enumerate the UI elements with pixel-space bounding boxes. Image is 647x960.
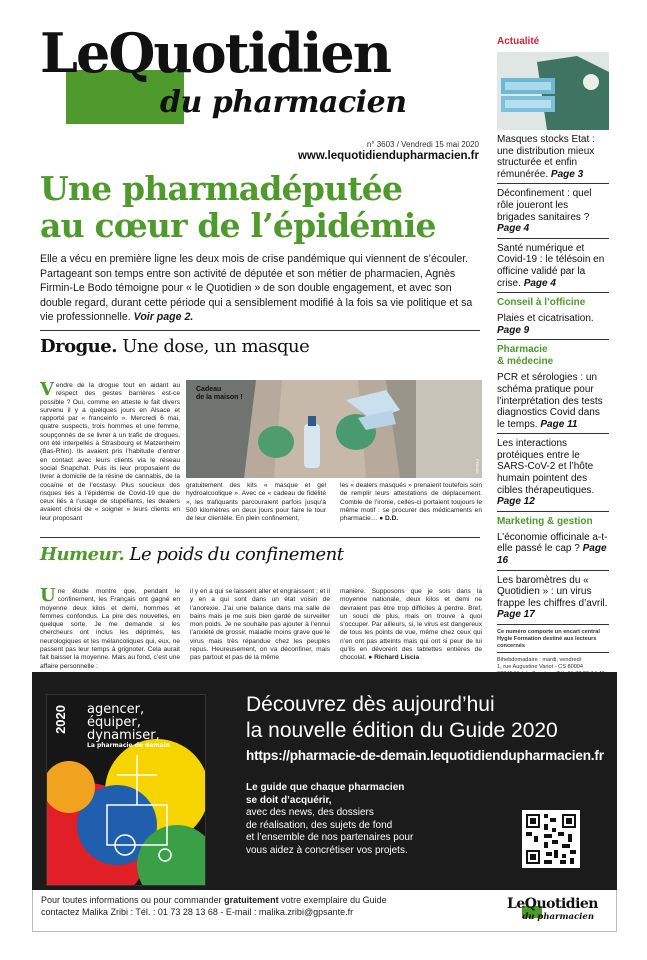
ad-body-line3: et l’ensemble de nos partenaires pour xyxy=(246,832,414,844)
humeur-col3-text: manière. Supposons que je sois dans la moyenne nationale, deux kilos et demi ne devraient pas être trop difficiles à perdre. Bref, un souci de plus, mais on trouve à quoi s’occuper. Par ailleurs, si, le virus est dangereux de tous les points de vue, même chez ceux qui n’en ont pas atteints mais qui ont si peur de lui qu’ils en dévorent des tablettes entières de chocolat. xyxy=(340,588,482,662)
sidebar-item-page: Page 4 xyxy=(497,223,530,235)
sidebar-item[interactable] xyxy=(497,575,609,621)
sidebar-divider xyxy=(497,570,609,571)
guide-cover-line1: agencer, xyxy=(87,702,145,717)
humeur-heading-rest: Le poids du confinement xyxy=(124,544,344,565)
sidebar-divider xyxy=(497,238,609,239)
guide-cover-text xyxy=(87,703,170,750)
humeur-heading xyxy=(40,544,344,565)
sidebar-item-text: PCR et sérologies : un schéma pratique pour l’interprétation des tests diagnostics Covid dans le temps. xyxy=(497,372,603,430)
drogue-col1-text: endre de la drogue tout en aidant au respect des gestes barrières est-ce possible ? Oui, comme en atteste le fait divers survenu il y a quelques jours en Alsace et rapporté par « franceinfo ». Mercredi 6 mai, quatre suspects, trois hommes et une femme, soupçonnés de se livrer à un trafic de drogues, ont été interpellés à Strasbourg et Matzenheim (Bas-Rhin). Ils avaient pris l’habitude d’entrer en contact avec leurs clients via le réseau social Snapchat. Puis ils leur proposaient de livrer à domicile de la résine de cannabis, de la cocaïne et de l’ecstasy. Plus soucieux des risques liés à l’épidémie de Covid-19 que de ceux liés à l’usage de stupéfiants, les dealers avaient choisi de « soigner » leurs clients en leur proposant xyxy=(40,382,180,522)
guide-cover-subtitle: La pharmacie de demain xyxy=(87,742,171,749)
section-divider xyxy=(40,537,480,538)
ad-footer-line1 xyxy=(41,894,481,906)
sidebar-item[interactable] xyxy=(497,438,609,508)
photo-caption xyxy=(196,386,243,402)
footer-logo-subtitle: du pharmacien xyxy=(522,912,594,922)
sidebar-item-text: Plaies et cicatrisation. xyxy=(497,313,594,325)
ad-headline-line1: Découvrez dès aujourd’hui xyxy=(246,693,495,716)
lead-headline xyxy=(40,170,480,244)
humeur-heading-green: Humeur. xyxy=(40,544,125,565)
drogue-heading xyxy=(40,336,309,357)
lead-headline-line2: au cœur de l’épidémie xyxy=(40,206,436,245)
sidebar-item-page: Page 16 xyxy=(497,543,607,567)
ad-body-bold-1: Le guide que chaque pharmacien xyxy=(246,782,405,793)
ad-body-line1: avec des news, des dossiers xyxy=(246,807,374,819)
drogue-byline: ● D.D. xyxy=(379,515,399,523)
rubric-actualite: Actualité xyxy=(497,36,540,47)
sidebar-item-page: Page 11 xyxy=(540,418,578,430)
masthead-logo xyxy=(36,22,486,142)
drogue-column-2: gratuitement des kits « masque et gel hydroalcoolique ». Avec ce « cadeau de fidélité », les trafiquants parcouraient parfois jusqu’à 500 kilomètres en deux jours pour faire le tour de leur clientèle. En plein confinement, xyxy=(186,482,326,523)
ad-body xyxy=(246,782,486,858)
ad-footer-contact[interactable]: contactez Malika Zribi : Tél. : 01 73 28 13 68 - E-mail : malika.zribi@gpsante.fr xyxy=(41,907,354,917)
lead-summary xyxy=(40,252,480,325)
logo-title: LeQuotidien xyxy=(40,21,390,85)
ad-footer-part1: Pour toutes informations ou pour commander xyxy=(41,895,225,905)
frequency-info: Bihebdomadaire : mardi, vendredi xyxy=(497,657,581,664)
photo-credit: PHANIE xyxy=(475,459,480,474)
sidebar-item[interactable] xyxy=(497,313,609,336)
issue-date: n° 3603 / Vendredi 15 mai 2020 xyxy=(366,140,479,149)
lead-summary-text: Elle a vécu en première ligne les deux mois de crise pandémique qui viennent de s’écouler. Partageant son temps entre son activité de députée et son métier de pharmacien, Agnès Firmin-Le Bodo témoigne pour « le Quotidien » de son double engagement, et avec son double regard, durant cette période qui a sensiblement modifié à la fois sa vie politique et sa vie professionnelle. xyxy=(40,253,473,323)
sidebar-item[interactable] xyxy=(497,243,609,289)
sidebar-item[interactable] xyxy=(497,372,609,430)
rubric-pharmacie-line2: & médecine xyxy=(497,356,554,368)
guide-cover-line2: équiper, xyxy=(87,715,141,730)
sidebar-item-text: Déconfinement : quel rôle joueront les brigades sanitaires ? xyxy=(497,188,592,223)
sidebar-item-page: Page 17 xyxy=(497,609,535,621)
sidebar-item[interactable] xyxy=(497,532,609,567)
ad-footer xyxy=(32,890,617,932)
ad-link[interactable]: https://pharmacie-de-demain.lequotidiendupharmacien.fr xyxy=(246,748,604,763)
qr-code-icon xyxy=(522,810,580,868)
humeur-col1-text: ne étude montre que, pendant le confinement, les Français ont gagné en moyenne deux kilos et demi, hommes et femmes confondus. La pire des nouvelles, en quelque sorte. Je me demande si les chercheurs ont inclus les déprimés, les neurologiques et les mélancoliques qui, eux, ne passent pas leur temps à grignoter. Cela aurait fait baisser la moyenne. Mais au fond, c’est une affaire personnelle : xyxy=(40,588,180,670)
sidebar-item-text: Les baromètres du « Quotidien » : un virus frappe les chiffres d’avril. xyxy=(497,574,608,609)
guide-book-cover xyxy=(46,694,206,886)
sidebar-divider xyxy=(497,292,609,293)
qr-code[interactable] xyxy=(522,810,580,868)
ad-footer-part2: votre exemplaire du Guide xyxy=(278,895,387,905)
photo-caption-line2: de la maison ! xyxy=(196,394,243,401)
sidebar-divider xyxy=(497,433,609,434)
humeur-byline: ● Richard Liscia xyxy=(368,654,420,662)
ad-body-line4: vous aidez à concrétiser vos projets. xyxy=(246,844,408,856)
ad-headline-line2: la nouvelle édition du Guide 2020 xyxy=(246,719,558,742)
sidebar-item-text: L’économie officinale a-t-elle passé le cap ? xyxy=(497,531,608,555)
sidebar-item[interactable] xyxy=(497,134,609,180)
sidebar-photo xyxy=(497,52,609,130)
sidebar-summary xyxy=(497,36,609,685)
drogue-photo xyxy=(186,380,482,478)
humeur-column-1 xyxy=(40,585,180,671)
guide-cover-line3: dynamiser, xyxy=(87,728,160,743)
rubric-pharmacie-line1: Pharmacie xyxy=(497,344,548,356)
insert-notice: Ce numéro comporte un encart central Hygie Formation destiné aux lecteurs concernés xyxy=(497,629,600,649)
drogue-column-1 xyxy=(40,379,180,523)
sidebar-item-page: Page 12 xyxy=(497,496,535,508)
sidebar-item[interactable] xyxy=(497,188,609,234)
footer-logo-title: LeQuotidien xyxy=(507,896,598,912)
sidebar-item-text: Santé numérique et Covid-19 : le télésoin en officine validé par la crise. xyxy=(497,242,605,289)
guide-advertisement xyxy=(32,672,617,890)
sidebar-item-text: Les interactions protéiques entre le SARS-CoV-2 et l’hôte humain pointent des cibles thérapeutiques. xyxy=(497,438,595,496)
drogue-col3-text: les « dealers masqués » prenaient toutefois soin de remplir leurs attestations de déplacement. Comble de l’ironie, celles-ci portaient toujours le même motif : se procurer des médicaments en pharmacie… xyxy=(340,482,482,523)
humeur-column-3 xyxy=(340,588,482,663)
sidebar-item-page: Page 4 xyxy=(523,277,556,289)
drogue-column-3 xyxy=(340,482,482,523)
ad-footer-text xyxy=(41,894,481,918)
sidebar-divider xyxy=(497,511,609,512)
sidebar-item-text: Masques stocks Etat : une distribution mieux structurée et enfin rémunérée. xyxy=(497,134,595,180)
drogue-heading-rest: Une dose, un masque xyxy=(117,336,310,357)
sidebar-divider xyxy=(497,652,609,653)
sidebar-item-page: Page 9 xyxy=(497,324,530,336)
sidebar-divider xyxy=(497,339,609,340)
humeur-column-2: il y en a qui se laissent aller et engraissent ; et il y en a qui sont dans un état voisin de l’anorexie. J’ai une balance dans ma salle de bains mais je me suis bien gardé de surveiller mon poids. Je ne souhaite pas ajouter à l’ennui l’anxiété de grossir, maladie moins grave que le virus mais très répandue chez les peuples repus. Heureusement, on va déconfiner, mais pas partout et pas de la même xyxy=(190,588,330,662)
sidebar-divider xyxy=(497,624,609,625)
rubric-marketing: Marketing & gestion xyxy=(497,515,593,527)
address-line: 1, rue Augustine Variot - CS 80004 xyxy=(497,664,584,671)
humeur-dropcap: U xyxy=(40,585,56,606)
sidebar-item-page: Page 3 xyxy=(550,168,584,180)
lead-headline-line1: Une pharmadéputée xyxy=(40,169,403,208)
lead-page-ref[interactable]: Voir page 2. xyxy=(133,311,194,323)
section-divider xyxy=(40,330,480,331)
sidebar-divider xyxy=(497,183,609,184)
masks-stock-illustration xyxy=(497,52,609,130)
ad-body-bold-2: se doit d’acquérir, xyxy=(246,794,332,806)
rubric-conseil: Conseil à l’officine xyxy=(497,297,586,309)
ad-headline xyxy=(246,692,558,744)
drogue-heading-bold: Drogue. xyxy=(40,336,117,357)
ad-footer-bold: gratuitement xyxy=(224,895,279,905)
rubric-pharmacie-medecine xyxy=(497,344,609,368)
site-url[interactable]: www.lequotidiendupharmacien.fr xyxy=(297,150,479,162)
guide-cover-year: 2020 xyxy=(53,705,68,734)
logo-subtitle: du pharmacien xyxy=(160,85,407,120)
ad-body-line2: de réalisation, des sujets de fond xyxy=(246,819,393,831)
drogue-dropcap: V xyxy=(40,379,54,400)
photo-caption-line1: Cadeau xyxy=(196,386,222,393)
